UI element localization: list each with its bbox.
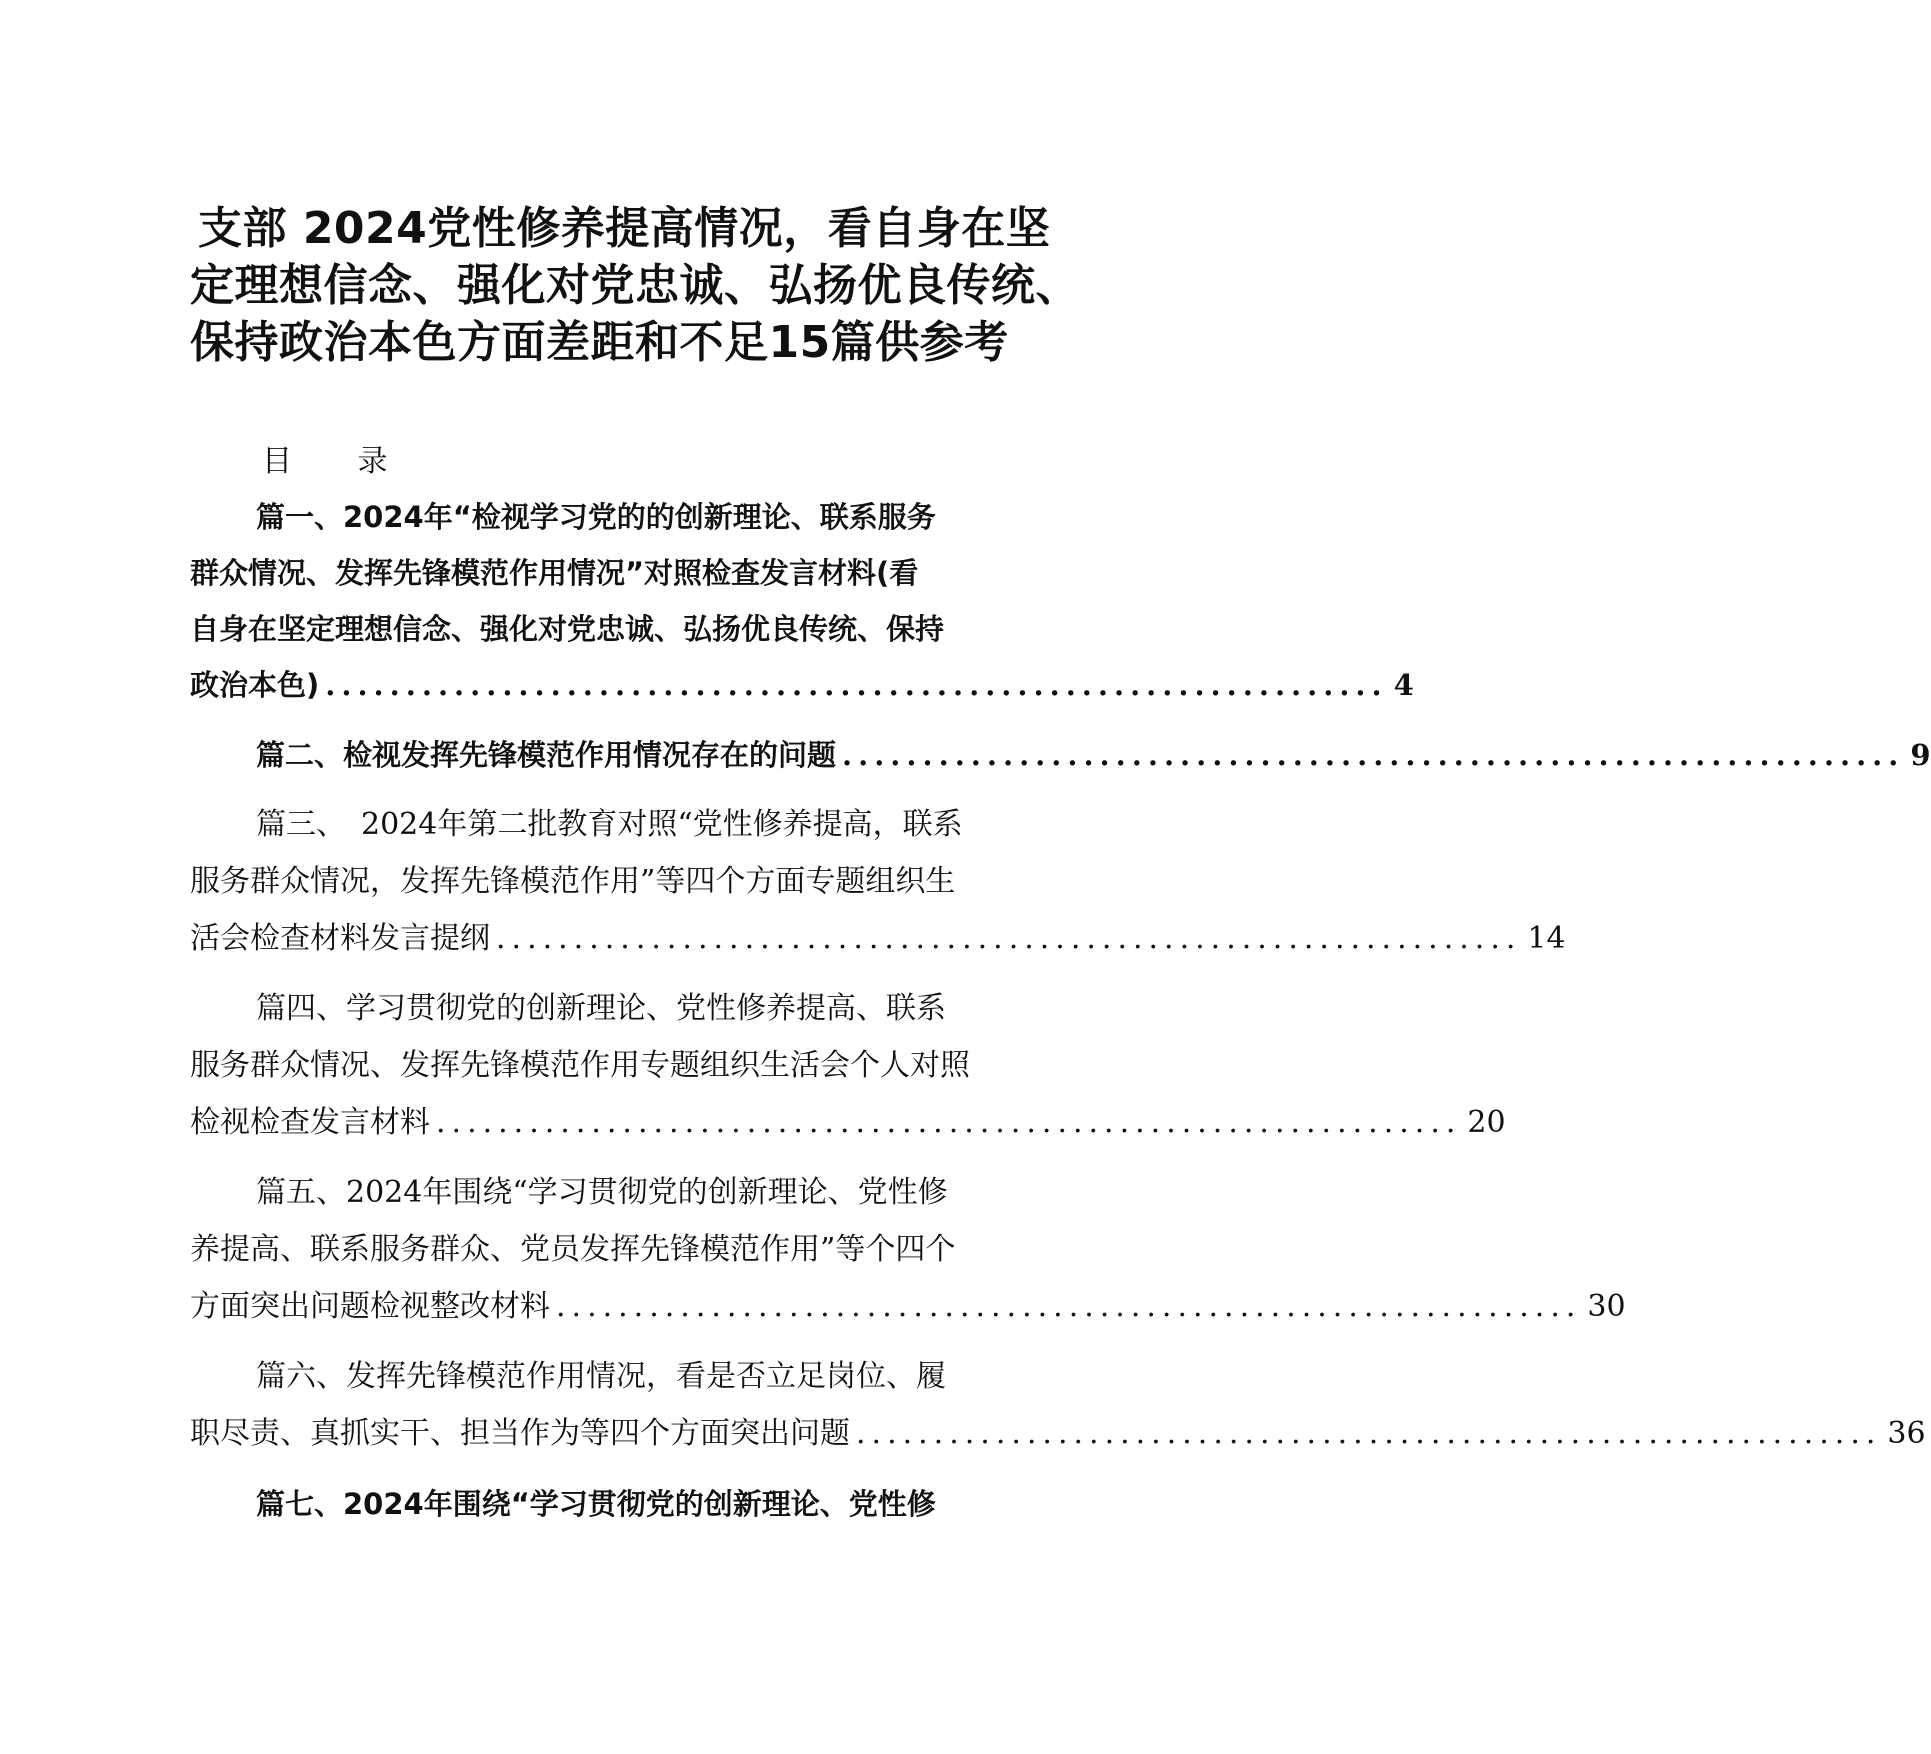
toc-entry-text: 篇二、检视发挥先锋模范作用情况存在的问题 (256, 738, 837, 772)
toc-entry-7-line[interactable] (190, 1482, 1050, 1526)
dot-leader: .................................................................. (856, 1416, 1882, 1451)
toc-entry-text: 篇三、 2024年第二批教育对照“党性修养提高，联系 (256, 807, 963, 842)
toc-page-number: 14 (1527, 921, 1566, 956)
toc-entry-text: 职尽责、真抓实干、担当作为等四个方面突出问题 (190, 1416, 850, 1451)
toc-entry-4-line[interactable] (190, 1044, 1050, 1088)
toc-entry-text: 检视检查发言材料 (190, 1105, 430, 1140)
toc-entry-text: 篇四、学习贯彻党的创新理论、党性修养提高、联系 (256, 991, 946, 1026)
toc-entry-6-line[interactable] (190, 1355, 1050, 1399)
toc-page-number: 30 (1587, 1289, 1626, 1324)
toc-page-number: 4 (1393, 668, 1414, 702)
toc-page-number: 36 (1887, 1416, 1926, 1451)
toc-entry-text: 篇一、2024年“检视学习党的的创新理论、联系服务 (256, 500, 936, 534)
title-line: 定理想信念、强化对党忠诚、弘扬优良传统、 (190, 260, 1080, 311)
dot-leader: .................................................................. (842, 738, 1905, 772)
toc-entry-text: 活会检查材料发言提纲 (190, 921, 490, 956)
toc-entry-text: 篇五、2024年围绕“学习贯彻党的创新理论、党性修 (256, 1175, 948, 1210)
toc-entry-text: 方面突出问题检视整改材料 (190, 1289, 550, 1324)
title-line: 支部 2024党性修养提高情况，看自身在坚 (198, 203, 1051, 254)
toc-entry-text: 服务群众情况、发挥先锋模范作用专题组织生活会个人对照 (190, 1048, 970, 1083)
dot-leader: .................................................................. (556, 1289, 1582, 1324)
toc-entry-4-line[interactable] (190, 1101, 1506, 1145)
toc-entry-1-line[interactable] (190, 663, 1414, 707)
toc-entry-6-line[interactable] (190, 1412, 1926, 1456)
toc-entry-text: 养提高、联系服务群众、党员发挥先锋模范作用”等个四个 (190, 1232, 956, 1267)
document-title (190, 200, 1080, 371)
title-line: 保持政治本色方面差距和不足15篇供参考 (190, 317, 1009, 368)
toc-entry-2-line[interactable] (190, 733, 1931, 777)
toc-entry-3-line[interactable] (190, 860, 1050, 904)
dot-leader: .................................................................. (436, 1105, 1462, 1140)
toc-page-number: 20 (1467, 1105, 1506, 1140)
toc-entry-4-line[interactable] (190, 987, 1050, 1031)
dot-leader: .................................................................. (325, 668, 1388, 702)
toc-entry-1-line[interactable] (190, 551, 1050, 595)
toc-page-number: 9 (1910, 738, 1931, 772)
toc-entry-text: 自身在坚定理想信念、强化对党忠诚、弘扬优良传统、保持 (190, 612, 945, 646)
toc-entry-1-line[interactable] (190, 495, 1050, 539)
toc-entry-1-line[interactable] (190, 607, 1050, 651)
toc-entry-text: 群众情况、发挥先锋模范作用情况”对照检查发言材料(看 (190, 556, 919, 590)
toc-entry-5-line[interactable] (190, 1171, 1050, 1215)
toc-heading: 目 录 (262, 444, 416, 479)
toc-entry-5-line[interactable] (190, 1228, 1050, 1272)
toc-entry-text: 篇七、2024年围绕“学习贯彻党的创新理论、党性修 (256, 1487, 936, 1521)
toc-entry-text: 篇六、发挥先锋模范作用情况，看是否立足岗位、履 (256, 1359, 946, 1394)
toc-entry-text: 服务群众情况，发挥先锋模范作用”等四个方面专题组织生 (190, 864, 956, 899)
toc-entry-3-line[interactable] (190, 917, 1566, 961)
toc-entry-3-line[interactable] (190, 803, 1050, 847)
dot-leader: .................................................................. (496, 921, 1522, 956)
toc-entry-5-line[interactable] (190, 1285, 1626, 1329)
toc-entry-text: 政治本色) (190, 668, 320, 702)
